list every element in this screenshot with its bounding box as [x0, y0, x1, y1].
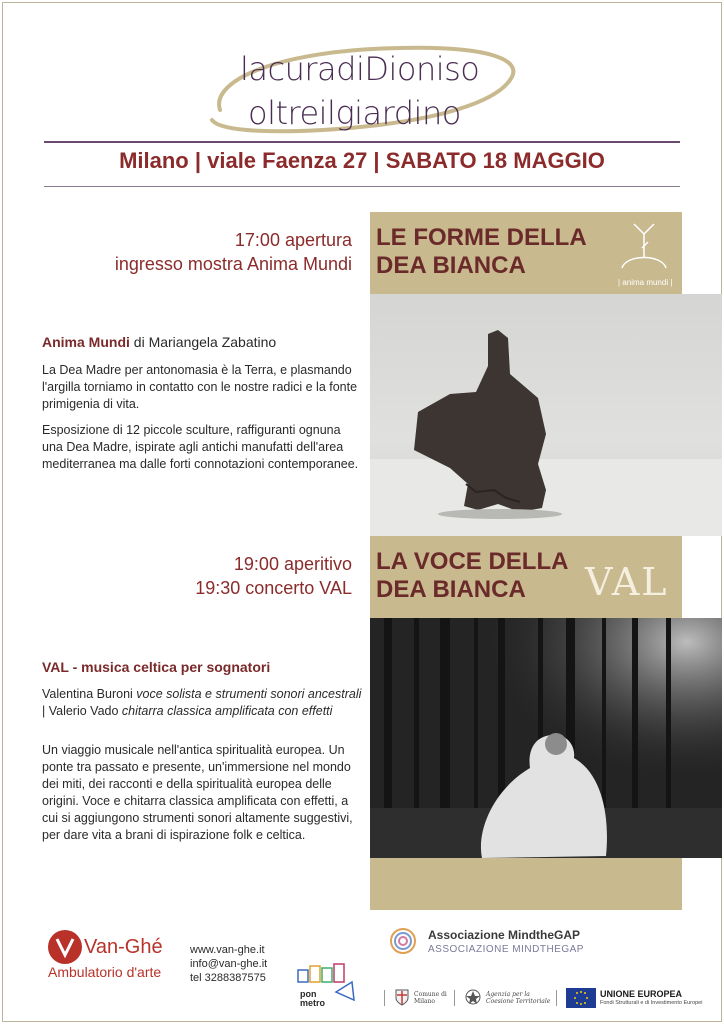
- section2-credits: [42, 686, 362, 720]
- bottom-tan-block: [370, 858, 682, 910]
- divider-top: [44, 141, 680, 143]
- italian-republic-emblem-icon: [464, 988, 482, 1006]
- section2-subheading: VAL - musica celtica per sognatori: [42, 659, 271, 675]
- section1-title-line1: LE FORME DELLA: [376, 224, 587, 251]
- footer-separator: [454, 990, 455, 1006]
- forest-photo: [370, 618, 722, 858]
- section2-title-line2: DEA BIANCA: [376, 576, 526, 603]
- section2-title: [376, 548, 568, 604]
- mindthegap-logo-icon: [388, 926, 418, 956]
- website-link[interactable]: www.van-ghe.it: [190, 944, 265, 956]
- agenzia-label-line2: Coesione Territoriale: [486, 998, 551, 1005]
- section2-title-line1: LA VOCE DELLA: [376, 548, 569, 575]
- comune-label-line2: Milano: [414, 998, 436, 1005]
- association-subtitle: ASSOCIAZIONE MINDTHEGAP: [428, 944, 584, 955]
- credits-role-a: voce solista e strumenti sonori ancestrali: [136, 687, 362, 701]
- section1-paragraph-1: La Dea Madre per antonomasia è la Terra, e plasmando l'argilla torniamo in contatto con le nostre radici e la fonte primigenia di vita.: [42, 363, 358, 411]
- section1-time-line1: 17:00 apertura: [234, 230, 352, 250]
- section1-times: [115, 228, 352, 276]
- credits-name-b: | Valerio Vado: [42, 704, 122, 718]
- eu-flag-icon: [566, 988, 596, 1008]
- section1-title: [376, 224, 587, 280]
- section1-title-line2: DEA BIANCA: [376, 252, 526, 279]
- section2-time-line1: 19:00 aperitivo: [233, 554, 352, 574]
- section1-paragraph-2: Esposizione di 12 piccole sculture, raffiguranti ognuna una Dea Madre, ispirate agli antichi manufatti dell'area mediterranea ma dalle forti connotazioni contemporanee.: [42, 423, 359, 471]
- logo-line-2: oltreilgiardino: [248, 94, 461, 132]
- association-name: Associazione MindtheGAP: [428, 928, 581, 942]
- credits-role-b: chitarra classica amplificata con effetti: [121, 704, 333, 718]
- anima-mundi-label: | anima mundi |: [618, 278, 673, 287]
- pon-metro-label: [300, 990, 325, 1008]
- eu-stars-icon: [566, 988, 596, 1008]
- van-ghe-subtitle: Ambulatorio d'arte: [48, 964, 162, 980]
- credits-name-a: Valentina Buroni: [42, 687, 137, 701]
- divider-mid: [44, 186, 680, 187]
- val-logo: VAL: [585, 560, 669, 604]
- eu-name: UNIONE EUROPEA: [600, 989, 683, 999]
- footer-separator: [384, 990, 385, 1006]
- comune-milano-label: [414, 991, 447, 1005]
- van-ghe-logo-icon: [48, 930, 82, 964]
- pon-label-line1: pon: [300, 989, 317, 999]
- eu-subtitle: Fondi Strutturali e di Investimento Europei: [600, 1000, 703, 1006]
- logo-line-1: lacuradiDioniso: [240, 50, 480, 88]
- v-mark-icon: [48, 930, 82, 964]
- comune-milano-crest-icon: [394, 988, 410, 1006]
- sculpture-photo: [370, 294, 722, 536]
- section1-subheading: [42, 334, 276, 350]
- section1-subheading-rest: di Mariangela Zabatino: [129, 334, 277, 350]
- section2-paragraph: Un viaggio musicale nell'antica spiritualità europea. Un ponte tra passato e presente, un'immersione nel mondo dei miti, dei racconti e della spiritualità europea delle origini. Voce e chitarra classica amplificata con effetti, a cui si aggiungono strumenti sonori altamente suggestivi, per dare vita a brani di ispirazione folk e celtica.: [42, 743, 353, 842]
- section2-times: [195, 552, 352, 600]
- forest-image-icon: [370, 618, 722, 858]
- event-headline: Milano | viale Faenza 27 | SABATO 18 MAGGIO: [119, 148, 605, 173]
- email-link[interactable]: info@van-ghe.it: [190, 958, 268, 970]
- event-logo: [200, 40, 530, 140]
- footer-separator: [556, 990, 557, 1006]
- phone-number: tel 3288387575: [190, 972, 266, 984]
- agenzia-label-line1: Agenzia per la: [486, 991, 530, 998]
- agenzia-coesione-label: [486, 991, 550, 1005]
- pon-label-line2: metro: [300, 998, 326, 1008]
- section1-subheading-bold: Anima Mundi: [42, 334, 130, 350]
- comune-label-line1: Comune di: [414, 991, 447, 998]
- sculpture-image-icon: [370, 294, 722, 536]
- section1-time-line2: ingresso mostra Anima Mundi: [114, 254, 352, 274]
- van-ghe-name: Van-Ghé: [84, 936, 163, 958]
- section2-time-line2: 19:30 concerto VAL: [195, 578, 352, 598]
